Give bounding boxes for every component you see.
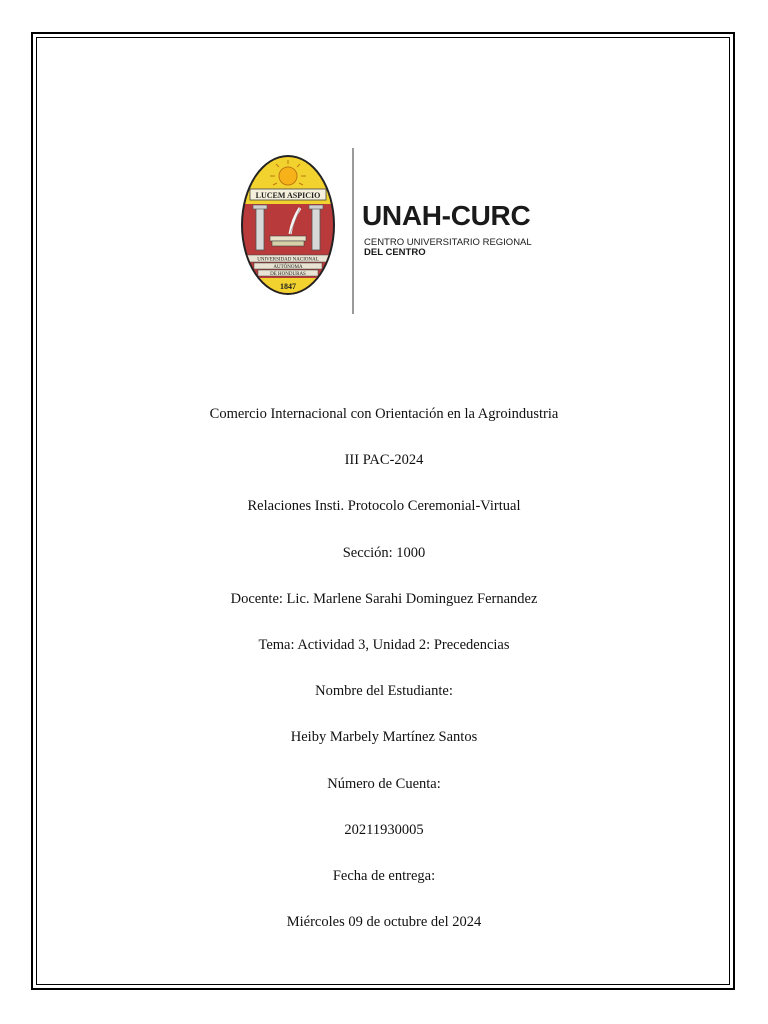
due-date: Miércoles 09 de octubre del 2024 bbox=[286, 914, 482, 931]
career-name: Comercio Internacional con Orientación en la Agroindustria bbox=[209, 406, 559, 422]
section: Sección: 1000 bbox=[342, 544, 426, 561]
header-logo bbox=[240, 148, 540, 316]
seal-banner-text: LUCEM ASPICIO bbox=[255, 191, 321, 200]
academic-period: III PAC-2024 bbox=[344, 452, 424, 469]
cover-info-list bbox=[0, 403, 768, 957]
student-name: Heiby Marbely Martínez Santos bbox=[290, 729, 478, 746]
brand-subtitle-line1: CENTRO UNIVERSITARIO REGIONAL bbox=[364, 237, 532, 248]
university-seal-icon bbox=[240, 154, 336, 296]
due-date-label: Fecha de entrega: bbox=[332, 867, 436, 884]
course-name: Relaciones Insti. Protocolo Ceremonial-Virtual bbox=[247, 498, 521, 515]
topic: Tema: Actividad 3, Unidad 2: Precedencias bbox=[258, 636, 510, 653]
brand-subtitle-line2: DEL CENTRO bbox=[364, 247, 426, 258]
teacher: Docente: Lic. Marlene Sarahi Dominguez Fernandez bbox=[230, 590, 538, 607]
account-number: 20211930005 bbox=[344, 821, 424, 838]
seal-text-line2: AUTÓNOMA bbox=[273, 265, 303, 270]
brand-title: UNAH-CURC bbox=[362, 200, 531, 231]
seal-year-text: 1847 bbox=[280, 282, 296, 291]
seal-text-line3: DE HONDURAS bbox=[270, 272, 306, 277]
logo-divider bbox=[352, 148, 354, 314]
student-label: Nombre del Estudiante: bbox=[315, 683, 453, 700]
seal-text-line1: UNIVERSIDAD NACIONAL bbox=[257, 257, 319, 263]
account-label: Número de Cuenta: bbox=[327, 775, 441, 792]
